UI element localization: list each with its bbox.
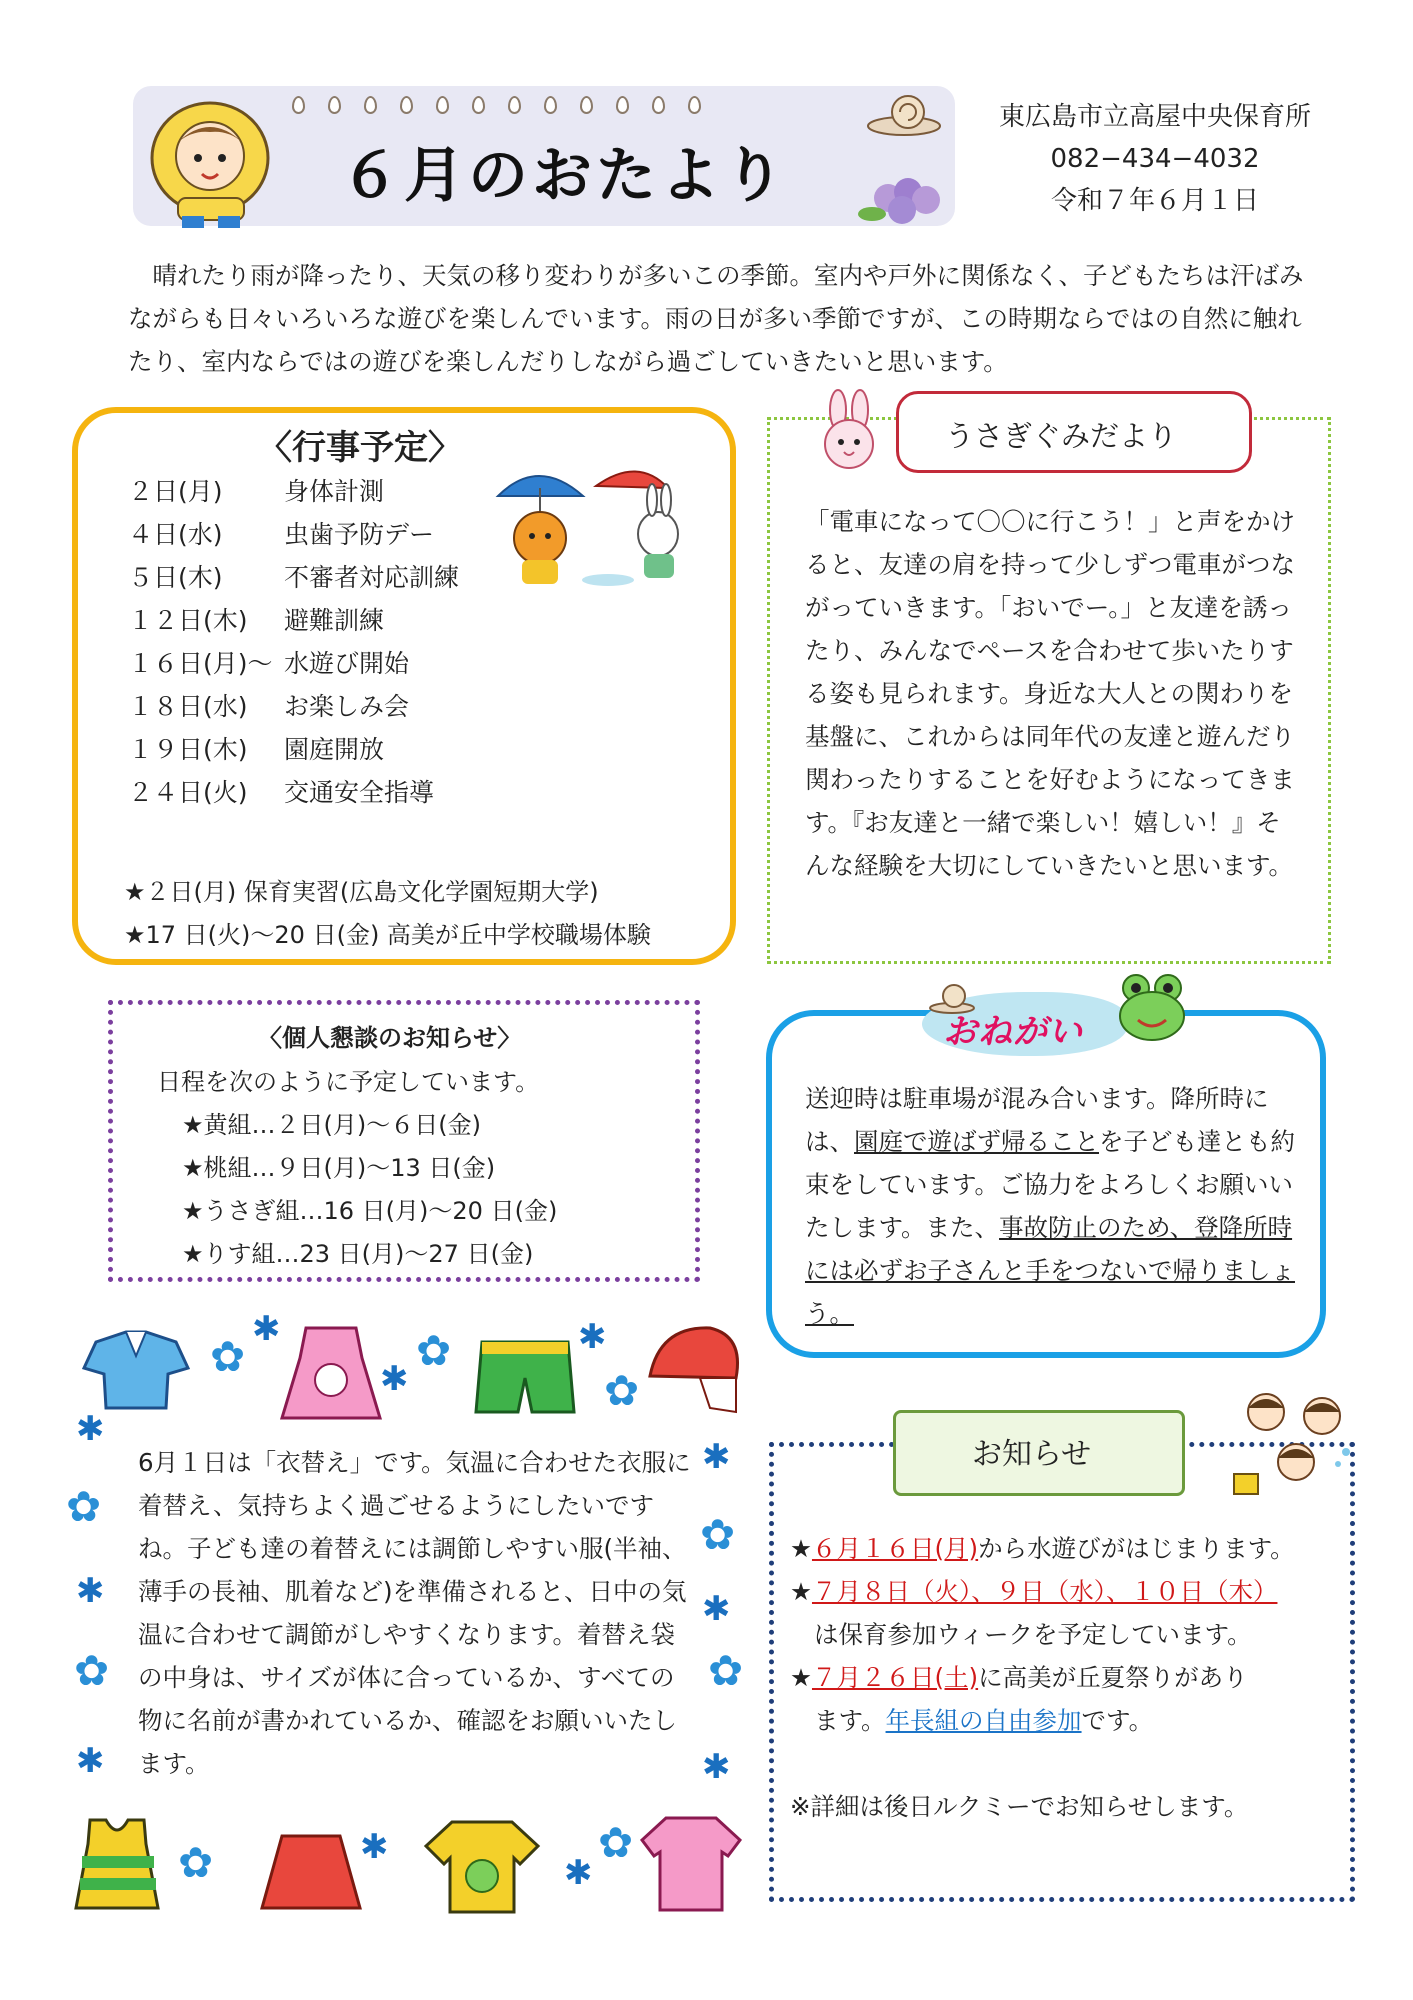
date-june-16: ６月１６日(月) (811, 1534, 979, 1563)
events-title: 〈行事予定〉 (258, 428, 462, 468)
raincoat-child-illustration (138, 90, 288, 230)
usagi-title: うさぎぐみだより (945, 419, 1178, 453)
sailor-shirt-icon (76, 1322, 196, 1412)
interview-item: ★りす組…23 日(月)〜27 日(金) (182, 1240, 534, 1268)
event-row: ２日(月) 身体計測 (128, 477, 385, 506)
snowflake-decoration-icon: ✱ (360, 1827, 389, 1867)
flower-decoration-icon: ✿ (416, 1326, 452, 1375)
notice-footer: ※詳細は後日ルクミーでお知らせします。 (790, 1792, 1249, 1821)
event-row: ２４日(火) 交通安全指導 (128, 778, 435, 807)
red-hat-icon (640, 1316, 750, 1416)
rabbit-icon (808, 388, 892, 480)
notice-line-summer-festival-2: ます。年長組の自由参加です。 (814, 1706, 1154, 1735)
snowflake-decoration-icon: ✱ (564, 1853, 593, 1893)
school-name: 東広島市立高屋中央保育所 (998, 102, 1311, 132)
flower-decoration-icon: ✿ (700, 1510, 736, 1559)
flower-decoration-icon: ✿ (604, 1366, 640, 1415)
bear-rabbit-umbrella-illustration (488, 456, 718, 596)
striped-tank-icon (62, 1814, 172, 1914)
flower-decoration-icon: ✿ (210, 1332, 246, 1381)
notice-line-summer-festival: ★７月２６日(土)に高美が丘夏祭りがあり (790, 1663, 1248, 1692)
event-note: ★２日(月) 保育実習(広島文化学園短期大学) (124, 878, 599, 906)
intro-paragraph: 晴れたり雨が降ったり、天気の移り変わりが多いこの季節。室内や戸外に関係なく、子どもたちは汗ばみながらも日々いろいろな遊びを楽しんでいます。雨の日が多い季節ですが、この時期ならではの自然に触れたり、室内ならではの遊びを楽しんだりしながら過ごしていきたいと思います。 (128, 261, 1304, 376)
event-row: １８日(水) お楽しみ会 (128, 692, 410, 721)
snowflake-decoration-icon: ✱ (702, 1589, 731, 1629)
frog-tshirt-icon (422, 1812, 542, 1916)
red-skirt-icon (256, 1826, 366, 1916)
date-july-26: ７月２６日(土) (811, 1663, 979, 1692)
onegai-body: 送迎時は駐車場が混み合います。降所時には、園庭で遊ばず帰ることを子ども達とも約束をしています。ご協力をよろしくお願いいたします。また、事故防止のため、登降所時には必ずお子さんと手をつないで帰りましょう。 (805, 1084, 1295, 1328)
safety-note: 事故防止のため、登降所時には必ずお子さんと手をつないで帰りましょう。 (805, 1213, 1295, 1328)
snowflake-decoration-icon: ✱ (702, 1437, 731, 1477)
flower-decoration-icon: ✿ (74, 1646, 110, 1695)
frog-icon (1110, 970, 1198, 1050)
interview-intro: 日程を次のように予定しています。 (157, 1068, 540, 1096)
snowflake-decoration-icon: ✱ (380, 1359, 409, 1399)
notice-line-participation-week: ★７月８日（火）、９日（水）、１０日（木） (790, 1577, 1278, 1606)
event-row: ５日(木) 不審者対応訓練 (128, 563, 460, 592)
interview-item: ★桃組…９日(月)〜13 日(金) (182, 1154, 496, 1182)
flower-decoration-icon: ✿ (598, 1818, 634, 1867)
notice-line-participation-week-2: は保育参加ウィークを予定しています。 (814, 1620, 1252, 1649)
flower-decoration-icon: ✿ (178, 1838, 214, 1887)
snowflake-decoration-icon: ✱ (702, 1747, 731, 1787)
clothes-body: 6月１日は「衣替え」です。気温に合わせた衣服に着替え、気持ちよく過ごせるようにしたいですね。子ども達の着替えには調節しやすい服(半袖、薄手の長袖、肌着など)を準備されると、日中の気温に合わせて調節がしやすくなります。着替え袋の中身は、サイズが体に合っているか、すべての物に名前が書かれているか、確認をお願いいたします。 (138, 1448, 691, 1778)
snail-icon (864, 88, 944, 138)
interview-item: ★うさぎ組…16 日(月)〜20 日(金) (182, 1197, 558, 1225)
interview-title: 〈個人懇談のお知らせ〉 (258, 1024, 522, 1052)
school-phone: 082−434−4032 (1050, 144, 1260, 174)
snowflake-decoration-icon: ✱ (252, 1309, 281, 1349)
snowflake-decoration-icon: ✱ (76, 1741, 105, 1781)
page-title: ６月のおたより (340, 141, 788, 211)
event-row: １２日(木) 避難訓練 (128, 606, 385, 635)
shorts-icon (470, 1332, 580, 1422)
snowflake-decoration-icon: ✱ (76, 1571, 105, 1611)
event-row: １６日(月)〜 水遊び開始 (128, 649, 410, 678)
event-row: １９日(木) 園庭開放 (128, 735, 385, 764)
flower-decoration-icon: ✿ (708, 1646, 744, 1695)
event-note: ★17 日(火)〜20 日(金) 高美が丘中学校職場体験 (124, 921, 651, 949)
snowflake-decoration-icon: ✱ (76, 1409, 105, 1449)
event-row: ４日(水) 虫歯予防デー (128, 520, 435, 549)
pink-blouse-icon (636, 1810, 746, 1916)
date-july-8-10: ７月８日（火）、９日（水）、１０日（木） (811, 1577, 1278, 1606)
school-info (985, 96, 1325, 222)
playground-note: 園庭で遊ばず帰ること (854, 1127, 1099, 1156)
interview-item: ★黄組…２日(月)〜６日(金) (182, 1111, 481, 1139)
senior-class-free-participation: 年長組の自由参加 (885, 1706, 1082, 1735)
issue-date: 令和７年６月１日 (1050, 186, 1259, 216)
hydrangea-icon (858, 170, 954, 230)
usagi-body: 「電車になって〇〇に行こう！」と声をかけると、友達の肩を持って少しずつ電車がつながっていきます。「おいでー。」と友達を誘ったり、みんなでペースを合わせて歩いたりする姿も見られます。身近な大人との関わりを基盤に、これからは同年代の友達と遊んだり関わったりすることを好むようになってきます。『お友達と一緒で楽しい！嬉しい！』そんな経験を大切にしていきたいと思います。 (805, 507, 1295, 880)
water-play-children-illustration (1226, 1382, 1358, 1498)
raindrop-decoration (292, 96, 712, 116)
notice-line-water-play: ★６月１６日(月)から水遊びがはじまります。 (790, 1534, 1295, 1563)
pink-dress-icon (276, 1318, 386, 1428)
notice-title: お知らせ (972, 1437, 1092, 1472)
snowflake-decoration-icon: ✱ (578, 1317, 607, 1357)
flower-decoration-icon: ✿ (66, 1482, 102, 1531)
onegai-title: おねがい (943, 1012, 1083, 1052)
